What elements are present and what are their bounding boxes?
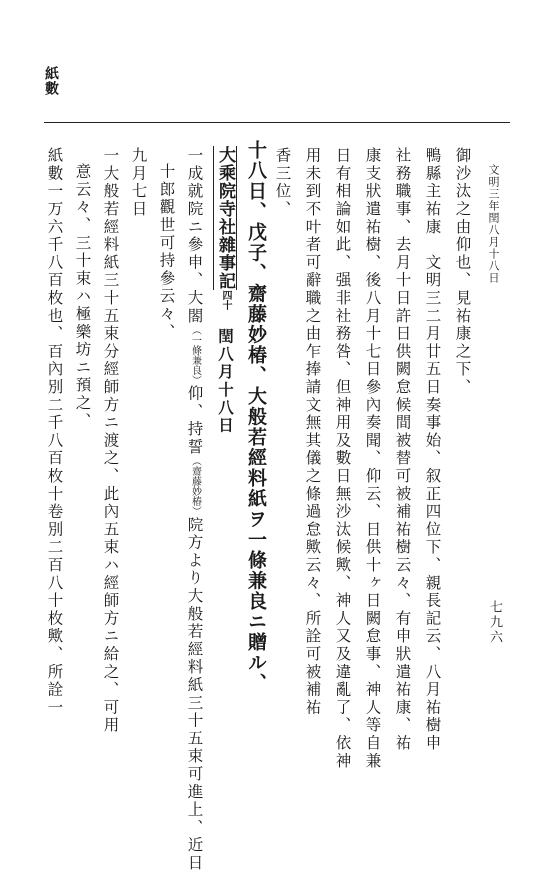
page-number: 七九六 (487, 600, 502, 645)
tail-line-3: 紙數一万六千八百枚也、百內別二千八百枚十卷別二百八十枚歟、所詮一 (45, 147, 64, 717)
body-line-6: 用未到不叶者可辭職之由乍捧請文無其儀之條過怠歟云々、所詮可被補祐 (303, 147, 322, 717)
body-line-7: 香三位、 (273, 147, 292, 219)
tail-line-2: 意云々、三十束ハ極樂坊ニ預之、 (73, 163, 92, 430)
tail-line-1: 一大般若經料紙三十五束分經師方ニ渡之、此內五束ハ經師方ニ給之、可用 (101, 147, 120, 735)
section-heading: 十八日、戊子、齋藤妙椿、大般若經料紙ヲ一條兼良ニ贈ル、 (245, 140, 267, 694)
entry-part-2: 仰、持誓 (185, 385, 204, 457)
body-line-5: 日有相論如此、强非社務咎、但神用及數日無沙汰候歟、神人又及違亂了、依神 (333, 147, 352, 770)
body-line-4: 康支狀遣祐樹、後八月十七日參內奏聞、仰云、日供十ヶ日闕怠事、神人等自兼 (363, 147, 382, 770)
body-line-1: 御沙汰之由仰也、見祐康之下、 (453, 147, 472, 397)
source-volume: 四十 (220, 290, 231, 310)
entry-note-2: （齋藤妙椿） (189, 456, 201, 517)
source-title: 大乘院寺社雜事記 (215, 146, 235, 290)
entry-line-1 (186, 147, 202, 872)
body-line-3: 社務職事、去月十日許日供闕怠候間被替可被補祐樹云々、有申狀遣祐康、祐 (393, 147, 412, 753)
source-citation (216, 146, 233, 435)
entry-part-3: 院方より大般若經料紙三十五束可進上、近日 (185, 516, 204, 872)
source-date: 閏八月十八日 (216, 328, 235, 435)
date-heading: 文明三年閏八月十八日 (487, 164, 500, 284)
entry-line-2: 十郎觀世可持參云々、 (157, 163, 176, 341)
body-line-2: 鴨縣主祐康 文明三二月廿五日奏事始、叙正四位下、親長記云、八月祐樹申 (423, 147, 442, 753)
top-rule (44, 122, 510, 123)
month-heading: 九月七日 (129, 147, 148, 219)
entry-note-1: （一條兼良） (189, 325, 201, 385)
margin-label: 紙數 (43, 66, 59, 96)
entry-part-1: 一成就院ニ參申、大閤 (185, 147, 204, 325)
